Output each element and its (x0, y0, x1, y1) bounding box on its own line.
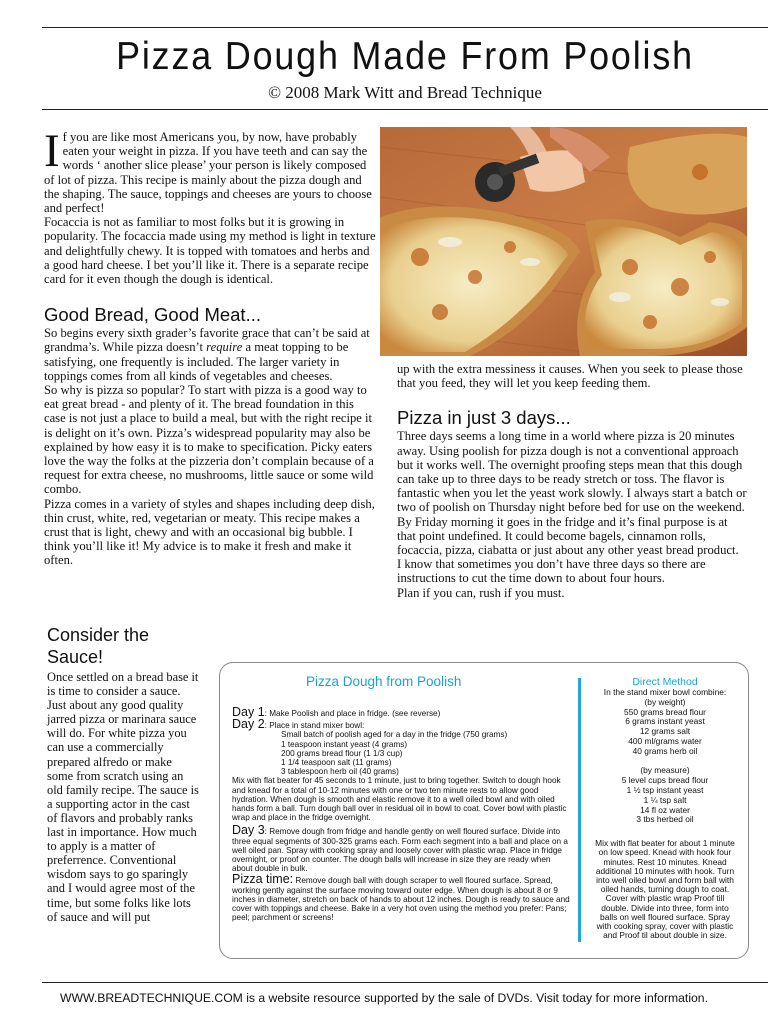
direct-method-line: 6 grams instant yeast (625, 716, 705, 727)
pizza-time-step: Pizza time: Remove dough ball with dough scraper to well floured surface. Spread, working gently against the surface moving toward outer edge. When dough is about 8 or 9 inches in diameter, stretch on back of hands to about 12 inches. Dough is ready to sauce and cover with toppings and cheese. Bake in a very hot oven using the method you prefer: Pans; peel; parchment or screens! (232, 872, 570, 923)
direct-method-line: 3 tbs herbed oil (636, 814, 694, 825)
direct-method-line: 1 ¼ tsp salt (643, 794, 687, 805)
direct-method-line: 40 grams herb oil (632, 745, 698, 756)
good-bread-paragraph-2: So why is pizza so popular? To start with pizza is a good way to eat great bread - and plenty of it. The bread foundation in this case is not just a place to build a meal, but with the right recipe it is delight on it’s own. Pizza’s widespread popularity may also be explained by how easy it is to make to specification. Picky eaters love the way the folks at the pizzeria don’t complain because of a request for extra cheese, no mushrooms, little sauce or some wild combo. (44, 383, 374, 497)
day-3-step: Day 3: Remove dough from fridge and handle gently on well floured surface. Divide into three equal segments of 300-325 grams each. Form each segment into a ball and place on a well oiled pan. Spray with cooking spray and loosely cover with plastic wrap. Place in fridge overnight, or proof on counter. The dough balls will increase in size they are ready when about double in bulk. (232, 823, 568, 874)
ingredient-line: 3 tablespoon herb oil (40 grams) (281, 767, 399, 777)
three-days-paragraph-2: I know that sometimes you don’t have three days so there are instructions to cut the time down to about four hours. (397, 557, 706, 586)
ingredient-line: Small batch of poolish aged for a day in the fridge (750 grams) (281, 730, 508, 740)
top-rule (42, 27, 768, 28)
direct-method-line: (by weight) (644, 696, 686, 707)
intro-paragraph-2: Focaccia is not as familiar to most folks but it is growing in popularity. The focaccia made using my method is light in texture and delightfully chewy. It is topped with tomatoes and herbs and a good hard cheese. I bet you’ll like it. There is a separate recipe card for it even though the dough is identical. (44, 215, 376, 287)
day-2-instructions: Mix with flat beater for 45 seconds to 1 minute, just to bring together. Switch to dough hook and knead for a total of 10-12 minutes with one or two ten minute rests to allow good hydration. When dough is smooth and elastic remove it to a well oiled bowl and with oiled hands form a ball. Turn dough ball over in residual oil in bowl to coat. Cover bowl with plastic wrap and place in the fridge overnight. (232, 776, 567, 823)
good-bread-paragraph-1: So begins every sixth grader’s favorite grace that can’t be said at grandma’s. While pizza doesn’t require a meat topping to be satisfying, one frequently is included. The larger variety in toppings comes from all kinds of vegetables and cheeses. (44, 326, 370, 383)
copyright-line: © 2008 Mark Witt and Bread Technique (268, 83, 542, 102)
direct-method-line: 550 grams bread flour (624, 706, 706, 717)
recipe-steps (232, 706, 572, 922)
good-bread-heading: Good Bread, Good Meat... (44, 304, 261, 326)
left-column (44, 125, 376, 568)
sauce-heading: Consider the Sauce! (47, 625, 150, 667)
direct-method-line: 12 grams salt (639, 726, 691, 737)
right-column (397, 362, 749, 600)
direct-method-line: 14 fl oz water (640, 804, 690, 815)
ingredient-line: 200 grams bread flour (1 1/3 cup) (281, 748, 403, 758)
recipe-card-title: Pizza Dough from Poolish (306, 674, 462, 689)
direct-method-line: In the stand mixer bowl combine: (603, 687, 727, 697)
direct-method-title: Direct Method (632, 676, 698, 688)
direct-method-line: 1 ½ tsp instant yeast (626, 784, 704, 795)
ingredient-line: 1 1/4 teaspoon salt (11 grams) (281, 758, 392, 768)
drop-cap: I (44, 125, 60, 177)
card-divider (578, 678, 581, 942)
header-rule (42, 109, 768, 110)
direct-method-paragraph: Mix with flat beater for about 1 minute on low speed. Knead with hook four minutes. Rest 10 minutes. Knead additional 10 minutes with hook. Turn into well oiled bowl and form ball with oiled hands, turning dough to coat. Cover with plastic wrap Proof till double. Divide into three, form into balls on well floured surface. Spray with cooking spray, cover with plastic and Proof til about double in size. (595, 838, 735, 941)
ingredient-line: 1 teaspoon instant yeast (4 grams) (281, 739, 408, 749)
three-days-paragraph-1: Three days seems a long time in a world where pizza is 20 minutes away. Using poolish for pizza dough is not a conventional approach but it works well. The overnight proofing steps mean that this dough can take up to three days to be ready stretch or toss. The flavor is fantastic when you let the yeast work slowly. I always start a batch or two of poolish on Thursday night before bed for use on the weekend. By Friday morning it goes in the fridge and it’s final purpose is at that point undefined. It could become bagels, cinnamon rolls, focaccia, pizza, ciabatta or just about any other yeast bread product. (397, 429, 747, 558)
direct-method (592, 676, 738, 940)
intro-paragraph-1: If you are like most Americans you, by now, have probably eaten your weight in pizza. If you have teeth and can say the words ‘ another slice please’ your person is likely composed of lot of pizza. This recipe is mainly about the pizza dough and the shaping. The sauce, toppings and cheeses are yours to choose and perfect! (44, 125, 372, 216)
good-bread-paragraph-3: Pizza comes in a variety of styles and shapes including deep dish, thin crust, white, red, vegetarian or meaty. This recipe makes a crust that is light, chewy and with an occasional big bubble. I think you’ll like it! My advice is to make it fresh and make it often. (44, 496, 375, 568)
footer-rule (42, 982, 768, 983)
direct-method-line: (by measure) (640, 765, 690, 776)
day-2-step: Day 2: Place in stand mixer bowl: (232, 717, 365, 732)
pizza-photo (380, 127, 747, 356)
sauce-column (47, 624, 199, 924)
direct-method-line: 400 ml/grams water (628, 735, 702, 746)
direct-method-line: 5 level cups bread flour (621, 775, 709, 786)
footer-text: WWW.BREADTECHNIQUE.COM is a website resource supported by the sale of DVDs. Visit today for more information. (60, 991, 708, 1005)
continued-paragraph: up with the extra messiness it causes. When you seek to please those that you feed, they will let you keep feeding them. (397, 362, 743, 391)
three-days-paragraph-3: Plan if you can, rush if you must. (397, 585, 565, 600)
day-1-step: Day 1: Make Poolish and place in fridge. (see reverse) (232, 705, 441, 719)
page-title: Pizza Dough Made From Poolish (116, 35, 694, 78)
sauce-paragraph: Once settled on a bread base it is time to consider a sauce. Just about any good quality jarred pizza or marinara sauce will do. For white pizza you can use a commercially prepared alfredo or make some from scratch using an old family recipe. The sauce is a supporting actor in the cast of flavors and probably ranks last in importance. How much to apply is a matter of preferrence. Conventional wisdom says to go sparingly and I would agree most of the time, but some folks like lots of sauce and will put (47, 670, 199, 924)
three-days-heading: Pizza in just 3 days... (397, 407, 571, 429)
